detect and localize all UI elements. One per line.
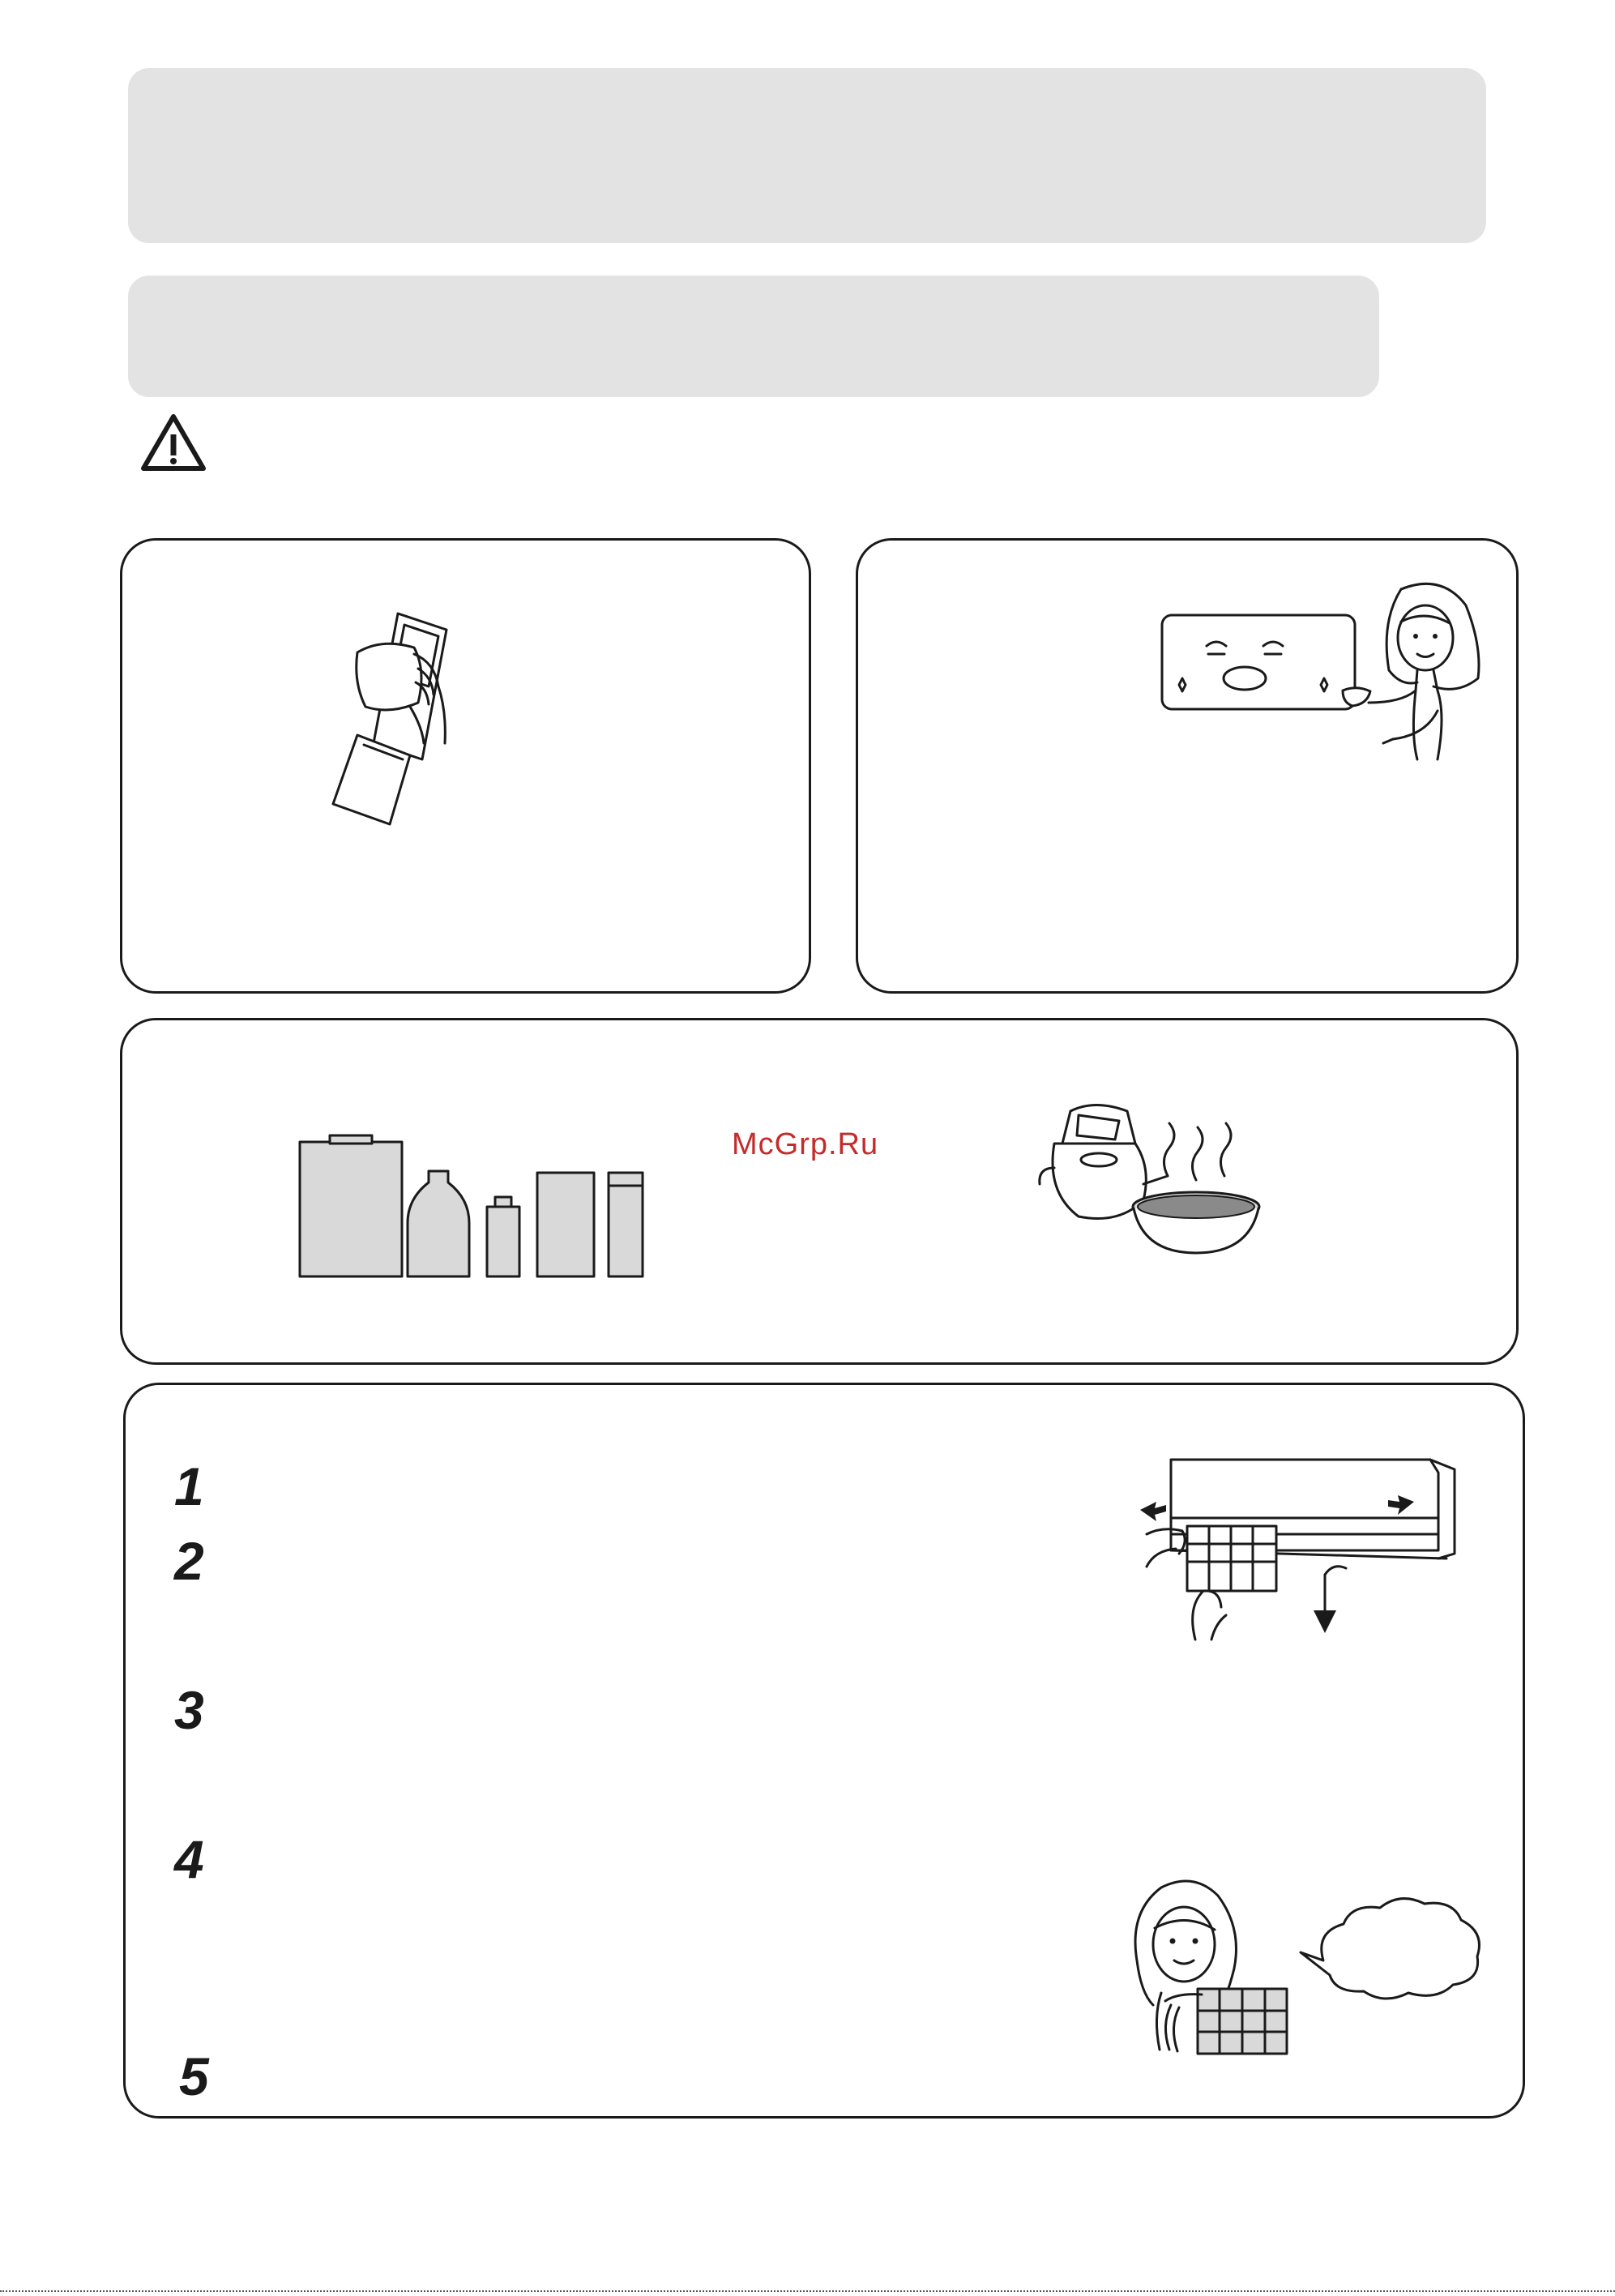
panel-filter-cleaning — [123, 1383, 1525, 2119]
step-number-3: 3 — [174, 1680, 204, 1740]
watermark: McGrp.Ru — [732, 1127, 879, 1161]
filter-removal-illustration — [1130, 1453, 1471, 1648]
panel-do-not-use — [120, 1018, 1519, 1365]
page-bottom-rule — [0, 2290, 1615, 2292]
step-number-4: 4 — [174, 1829, 204, 1889]
remote-wipe-illustration — [325, 605, 511, 840]
subtitle-band — [128, 276, 1379, 397]
step-number-1: 1 — [174, 1456, 204, 1516]
warning-triangle-icon — [139, 412, 207, 473]
panel-unit-cleaning — [856, 538, 1519, 994]
title-band — [128, 68, 1486, 243]
step-number-5: 5 — [179, 2046, 209, 2106]
filter-vacuum-illustration — [1121, 1871, 1502, 2066]
unit-wipe-illustration — [1158, 573, 1498, 784]
step-number-2: 2 — [174, 1531, 204, 1591]
panel-remote-cleaning — [120, 538, 811, 994]
hot-water-illustration — [1030, 1095, 1265, 1257]
chemicals-illustration — [297, 1126, 654, 1280]
